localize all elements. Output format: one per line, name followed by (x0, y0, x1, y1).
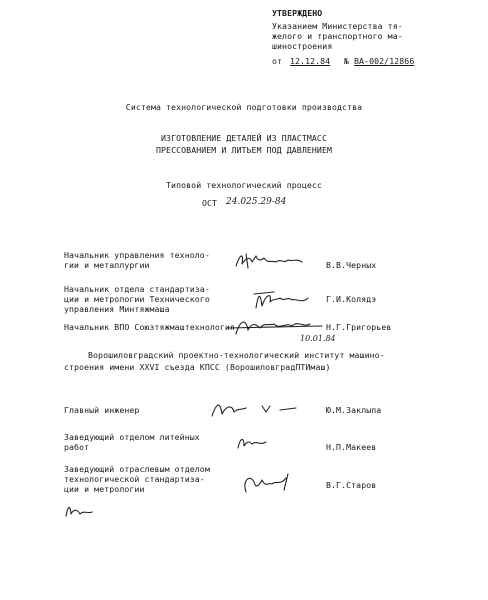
standard-prefix: ОСТ (202, 198, 218, 208)
signature-icon (234, 432, 274, 452)
document-title-line-2: ПРЕССОВАНИЕМ И ЛИТЬЕМ ПОД ДАВЛЕНИЕМ (155, 145, 333, 155)
approval-title: УТВЕРЖДЕНО (272, 8, 323, 18)
signatory-name: В.В.Черных (326, 260, 377, 270)
signatory-role: Заведующий отраслевым отделом (64, 464, 210, 474)
signature-icon (250, 286, 320, 314)
signatory-role: Начальник отдела стандартиза- (64, 284, 210, 294)
signatory-name: В.Г.Старов (326, 480, 377, 490)
signatory-name: Н.Г.Григорьев (326, 322, 392, 332)
signatory-role: технологической стандартиза- (64, 474, 205, 484)
approval-number-label: № (344, 56, 350, 66)
approval-date: 12.12.84 (290, 56, 331, 66)
signatory-name: Н.П.Макеев (326, 442, 377, 452)
signatory-name: Ю.М.Заклыпа (326, 405, 382, 415)
standard-code: 24.025.29-84 (226, 197, 287, 207)
handwritten-date: 10.01.84 (300, 334, 336, 343)
signatory-role: Заведующий отделом литейных (64, 432, 200, 442)
institute-line-1: Ворошиловградский проектно-технологический институт машино- (88, 350, 385, 360)
approval-line: Указанием Министерства тя- (272, 21, 403, 31)
signature-icon (232, 248, 312, 274)
signatory-role: Главный инженер (64, 405, 140, 415)
approval-line: шиностроения (272, 41, 333, 51)
institute-line-2: строения имени XXVI съезда КПСС (ВорошиловградПТИмаш) (64, 362, 331, 372)
approval-from-label: от (272, 56, 283, 66)
signatory-role: ции и метрологии Технического (64, 294, 210, 304)
system-title: Система технологической подготовки производства (125, 102, 363, 112)
signature-icon (208, 396, 304, 422)
signatory-role: работ (64, 442, 90, 452)
signatory-role: ции и метрологии (64, 484, 145, 494)
signature-icon (238, 470, 298, 500)
approval-number: ВА-002/12866 (354, 56, 415, 66)
signatory-name: Г.И.Колядэ (326, 294, 377, 304)
initials-signature-icon (62, 502, 96, 520)
approval-line: желого и транспортного ма- (272, 31, 403, 41)
signatory-role: Начальник ВПО Союзтяжмаштехнология (64, 322, 235, 332)
signatory-role: Начальник управления техноло- (64, 250, 210, 260)
document-title-line-1: ИЗГОТОВЛЕНИЕ ДЕТАЛЕЙ ИЗ ПЛАСТМАСС (161, 133, 327, 143)
process-label: Типовой технологический процесс (166, 180, 322, 190)
signatory-role: управления Минтяжмаша (64, 304, 170, 314)
signatory-role: гии и металлургии (64, 260, 150, 270)
